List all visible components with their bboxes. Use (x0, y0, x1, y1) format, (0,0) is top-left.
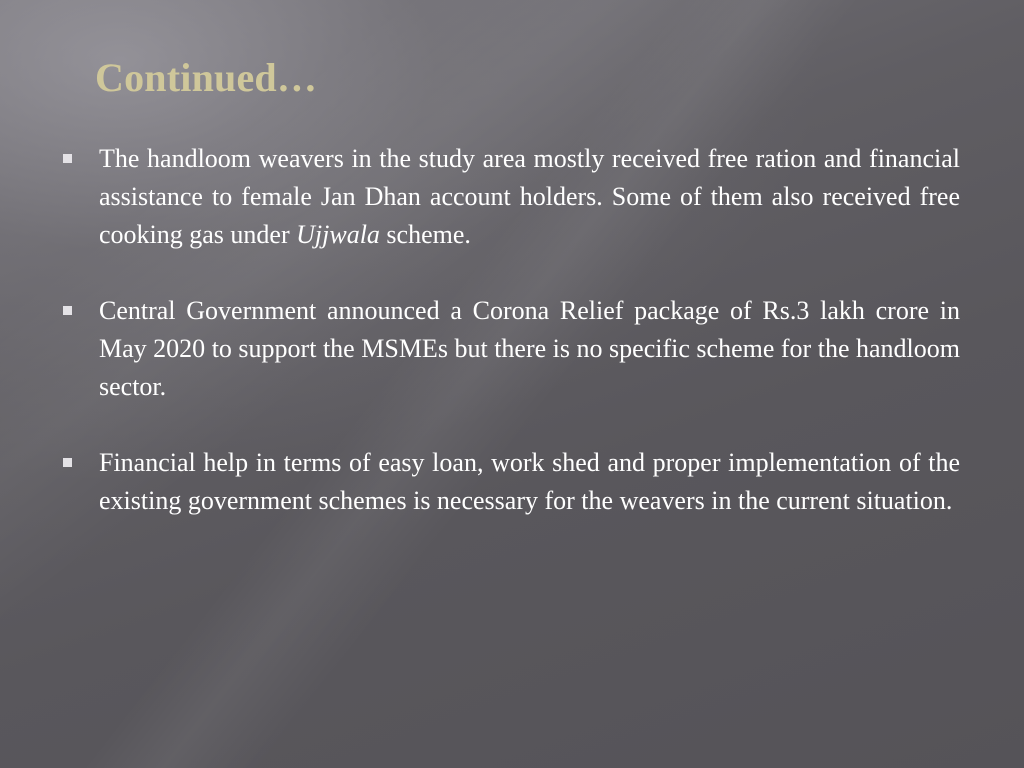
slide-title: Continued… (95, 55, 318, 100)
bullet-list (60, 140, 960, 558)
bullet-text-end: scheme. (379, 220, 471, 249)
bullet-item-financial-help (60, 444, 960, 520)
bullet-text: Financial help in terms of easy loan, work shed and proper implementation of the existing government schemes is necessary for the weavers in the current situation. (99, 448, 960, 515)
bullet-item-corona-relief (60, 292, 960, 406)
square-bullet-icon (63, 306, 72, 315)
scheme-name-emphasis: Ujjwala (296, 220, 380, 249)
bullet-text: Central Government announced a Corona Relief package of Rs.3 lakh crore in May 2020 to support the MSMEs but there is no specific scheme for the handloom sector. (99, 296, 960, 401)
square-bullet-icon (63, 458, 72, 467)
bullet-text: The handloom weavers in the study area mostly received free ration and financial assistance to female Jan Dhan account holders. Some of them also received free cooking gas under (99, 144, 960, 249)
square-bullet-icon (63, 154, 72, 163)
bullet-item-weavers-assistance (60, 140, 960, 254)
